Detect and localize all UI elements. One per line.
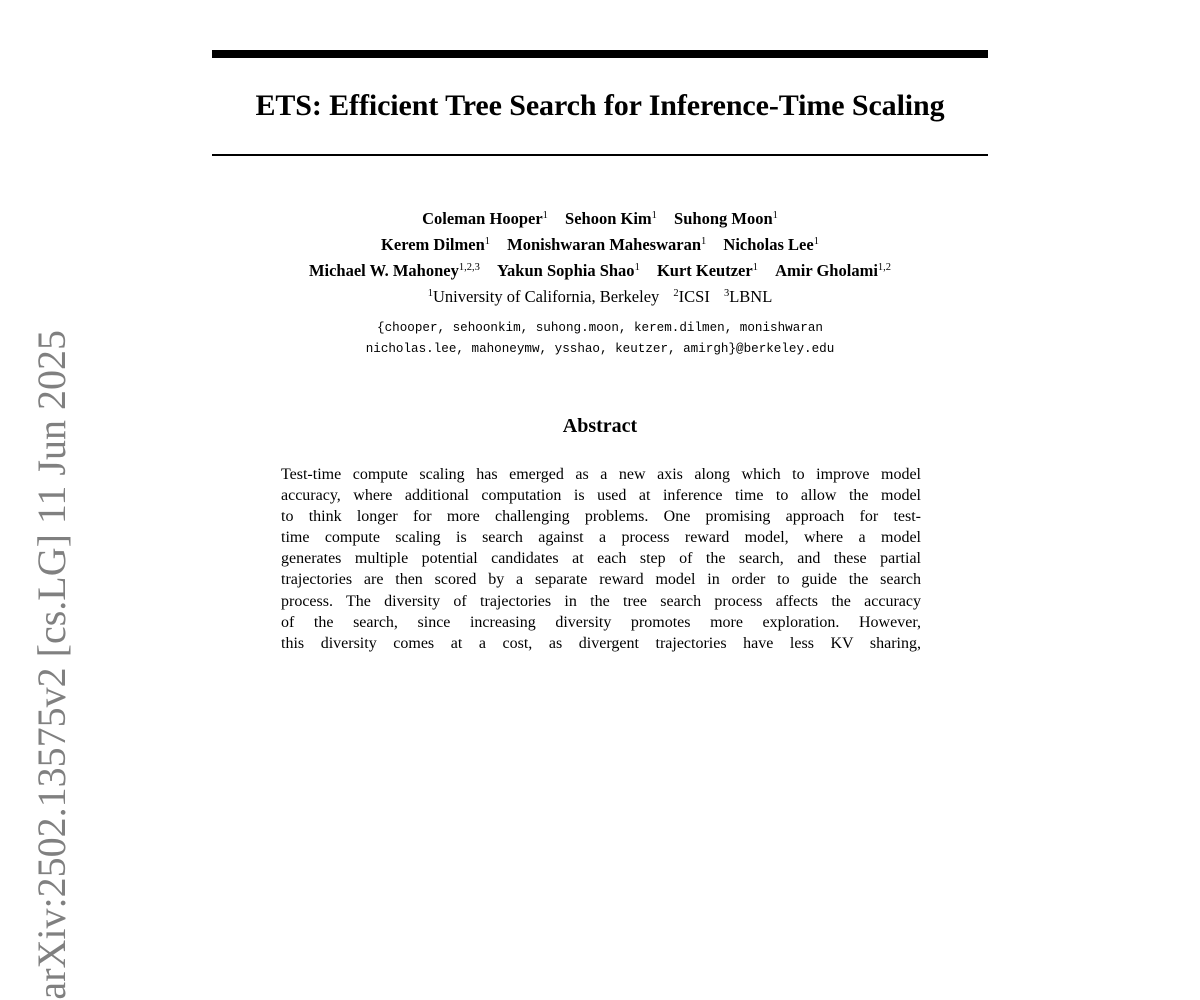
author bbox=[381, 235, 490, 254]
abstract-heading: Abstract bbox=[562, 415, 638, 437]
author-name: Michael W. Mahoney bbox=[308, 261, 459, 280]
affiliations bbox=[212, 284, 988, 310]
abstract-line: of the search, since increasing diversity promotes more exploration. However, bbox=[281, 613, 921, 631]
affiliation-mark: 3 bbox=[723, 288, 730, 299]
abstract-line: Test-time compute scaling has emerged as a new axis along which to improve model bbox=[281, 466, 921, 483]
affiliation-mark: 1 bbox=[772, 210, 778, 221]
abstract-body bbox=[281, 464, 921, 654]
author-line bbox=[212, 258, 988, 284]
author-name: Nicholas Lee bbox=[723, 235, 814, 254]
abstract-line: process. The diversity of trajectories in the tree search process affects the accuracy bbox=[281, 592, 921, 610]
author-name: Suhong Moon bbox=[674, 209, 773, 228]
author-block bbox=[212, 206, 988, 310]
author-name: Sehoon Kim bbox=[565, 209, 652, 228]
author-name: Monishwaran Maheswaran bbox=[507, 235, 702, 254]
affiliation-name: University of California, Berkeley bbox=[432, 287, 660, 306]
arxiv-stamp: arXiv:2502.13575v2 [cs.LG] 11 Jun 2025 bbox=[29, 330, 74, 1000]
affiliation-mark: 1,2 bbox=[877, 262, 892, 273]
abstract-line: generates multiple potential candidates at each step of the search, and these partial bbox=[281, 550, 921, 568]
title-rule-top bbox=[212, 50, 988, 58]
affiliation bbox=[428, 287, 660, 306]
abstract-line: accuracy, where additional computation is used at inference time to allow the model bbox=[281, 487, 921, 505]
author bbox=[309, 261, 480, 280]
author bbox=[674, 209, 778, 228]
author bbox=[723, 235, 819, 254]
title-rule-bottom bbox=[212, 154, 988, 156]
author-line bbox=[212, 206, 988, 232]
author-name: Yakun Sophia Shao bbox=[496, 261, 635, 280]
affiliation-mark: 1 bbox=[484, 236, 491, 247]
author-line bbox=[212, 232, 988, 258]
author bbox=[507, 235, 706, 254]
affiliation-mark: 1 bbox=[542, 210, 548, 221]
author bbox=[422, 209, 548, 228]
author-name: Kerem Dilmen bbox=[381, 235, 485, 254]
affiliation-mark: 1 bbox=[752, 262, 758, 273]
abstract-line: time compute scaling is search against a process reward model, where a model bbox=[281, 529, 921, 547]
abstract-line: this diversity comes at a cost, as divergent trajectories have less KV sharing, bbox=[281, 634, 921, 652]
author bbox=[775, 261, 891, 280]
affiliation-mark: 1 bbox=[427, 288, 433, 299]
affiliation bbox=[673, 287, 709, 306]
email-line: nicholas.lee, mahoneymw, ysshao, keutzer, amirgh}@berkeley.edu bbox=[365, 342, 835, 356]
author bbox=[497, 261, 640, 280]
affiliation-mark: 1 bbox=[651, 210, 657, 221]
abstract-line: trajectories are then scored by a separate reward model in order to guide the search bbox=[281, 571, 921, 589]
affiliation-mark: 1 bbox=[634, 262, 640, 273]
email-line: {chooper, sehoonkim, suhong.moon, kerem.dilmen, monishwaran bbox=[377, 321, 823, 335]
affiliation-mark: 1 bbox=[701, 236, 707, 247]
affiliation-mark: 1,2,3 bbox=[458, 262, 480, 273]
author-name: Coleman Hooper bbox=[422, 209, 543, 228]
author-name: Kurt Keutzer bbox=[656, 261, 753, 280]
author bbox=[657, 261, 758, 280]
affiliation-name: ICSI bbox=[678, 287, 710, 306]
author-name: Amir Gholami bbox=[775, 261, 878, 280]
affiliation bbox=[724, 287, 772, 306]
abstract-line: to think longer for more challenging problems. One promising approach for test- bbox=[281, 508, 921, 526]
affiliation-mark: 1 bbox=[813, 236, 819, 247]
paper-title: ETS: Efficient Tree Search for Inference-Time Scaling bbox=[255, 89, 945, 122]
affiliation-mark: 2 bbox=[673, 288, 679, 299]
author-emails bbox=[212, 318, 988, 360]
affiliation-name: LBNL bbox=[729, 287, 773, 306]
author bbox=[565, 209, 657, 228]
